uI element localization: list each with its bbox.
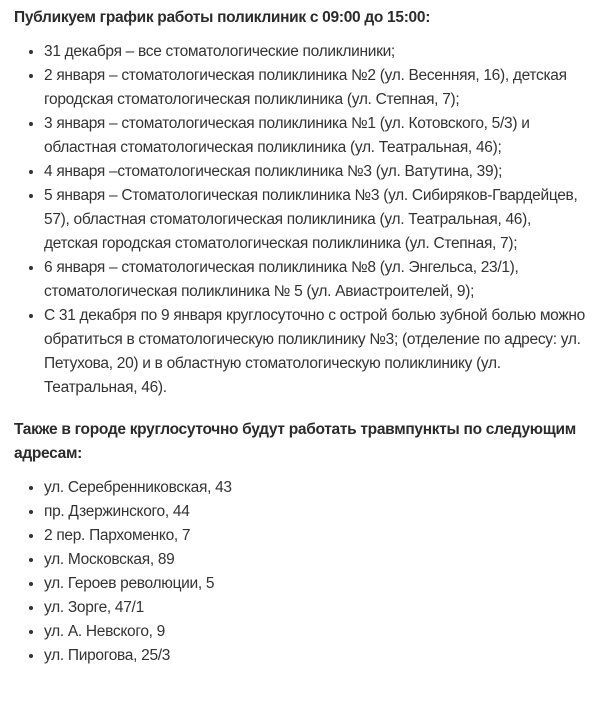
trauma-centers-list	[14, 476, 588, 668]
list-item: • пр. Дзержинского, 44	[44, 500, 588, 524]
list-item: • 2 пер. Пархоменко, 7	[44, 524, 588, 548]
schedule-heading: Публикуем график работы поликлиник с 09:00 до 15:00:	[14, 9, 431, 26]
list-item: • ул. А. Невского, 9	[44, 620, 588, 644]
list-item: • 3 января – стоматологическая поликлиника №1 (ул. Котовского, 5/3) и областная стоматологическая поликлиника (ул. Театральная, 46);	[44, 112, 588, 160]
list-item: • 4 января –стоматологическая поликлиника №3 (ул. Ватутина, 39);	[44, 160, 588, 184]
list-item: • ул. Серебренниковская, 43	[44, 476, 588, 500]
list-item: • 5 января – Стоматологическая поликлиника №3 (ул. Сибиряков-Гвардейцев, 57), областная стоматологическая поликлиника (ул. Театральная, 46), детская городская стоматологическая поликлиника (ул. Степная, 7);	[44, 184, 588, 256]
list-item: • ул. Героев революции, 5	[44, 572, 588, 596]
list-item: • 6 января – стоматологическая поликлиника №8 (ул. Энгельса, 23/1), стоматологическая поликлиника № 5 (ул. Авиастроителей, 9);	[44, 256, 588, 304]
list-item: • ул. Московская, 89	[44, 548, 588, 572]
list-item: • 2 января – стоматологическая поликлиника №2 (ул. Весенняя, 16), детская городская стоматологическая поликлиника (ул. Степная, 7);	[44, 64, 588, 112]
list-item: • С 31 декабря по 9 января круглосуточно с острой болью зубной болью можно обратиться в стоматологическую поликлинику №3; (отделение по адресу: ул. Петухова, 20) и в областную стоматологическую поликлинику (ул. Театральная, 46).	[44, 304, 588, 400]
trauma-centers-heading: Также в городе круглосуточно будут работать травмпункты по следующим адресам:	[14, 421, 576, 462]
list-item: • 31 декабря – все стоматологические поликлиники;	[44, 40, 588, 64]
list-item: • ул. Пирогова, 25/3	[44, 644, 588, 668]
clinic-schedule-list	[14, 40, 588, 400]
list-item: • ул. Зорге, 47/1	[44, 596, 588, 620]
